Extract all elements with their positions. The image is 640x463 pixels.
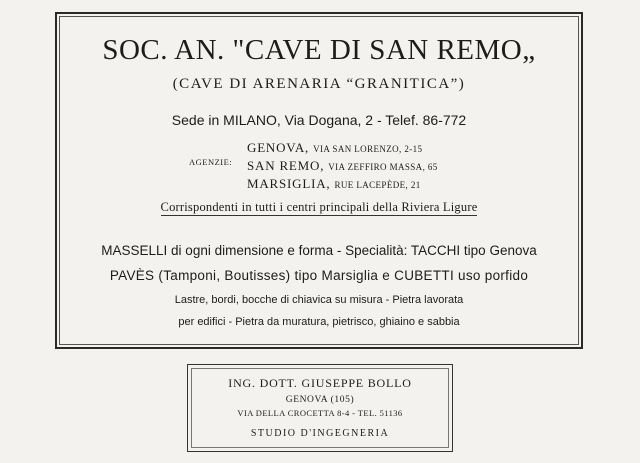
- engineer-office: STUDIO D'INGEGNERIA: [250, 428, 390, 439]
- engineer-name: ING. DOTT. GIUSEPPE BOLLO: [228, 376, 412, 390]
- correspondents-text: Corrispondenti in tutti i centri principali della Riviera Ligure: [160, 200, 478, 214]
- engineer-address: VIA DELLA CROCETTA 8-4 - TEL. 51136: [237, 408, 403, 418]
- engineer-city: GENOVA (105): [285, 395, 355, 405]
- agency-san-remo: [247, 157, 438, 175]
- engineer-advertisement: [187, 364, 453, 452]
- products-line-2: PAVÈS (Tamponi, Boutisses) tipo Marsiglia e CUBETTI uso porfido: [109, 268, 529, 283]
- company-title: SOC. AN. "CAVE DI SAN REMO„: [102, 34, 536, 66]
- agency-city: MARSIGLIA,: [247, 176, 331, 191]
- agency-address: VIA SAN LORENZO, 2-15: [313, 144, 423, 154]
- agency-address: RUE LACEPÈDE, 21: [334, 180, 421, 190]
- agency-address: VIA ZEFFIRO MASSA, 65: [328, 162, 438, 172]
- products-line-1: MASSELLI di ogni dimensione e forma - Specialità: TACCHI tipo Genova: [101, 243, 537, 258]
- agencies-label: AGENZIE:: [189, 157, 233, 167]
- headquarters-line: Sede in MILANO, Via Dogana, 2 - Telef. 86-772: [171, 112, 467, 128]
- agency-city: GENOVA,: [247, 140, 310, 155]
- agency-city: SAN REMO,: [247, 158, 325, 173]
- company-advertisement: [55, 12, 583, 349]
- agency-marsiglia: [247, 175, 421, 193]
- company-subtitle: (CAVE DI ARENARIA “GRANITICA”): [172, 76, 466, 92]
- agency-genova: [247, 139, 422, 157]
- correspondents-line: [57, 200, 581, 215]
- products-line-4: per edifici - Pietra da muratura, pietrisco, ghiaino e sabbia: [178, 316, 460, 328]
- products-line-3: Lastre, bordi, bocche di chiavica su misura - Pietra lavorata: [174, 294, 464, 306]
